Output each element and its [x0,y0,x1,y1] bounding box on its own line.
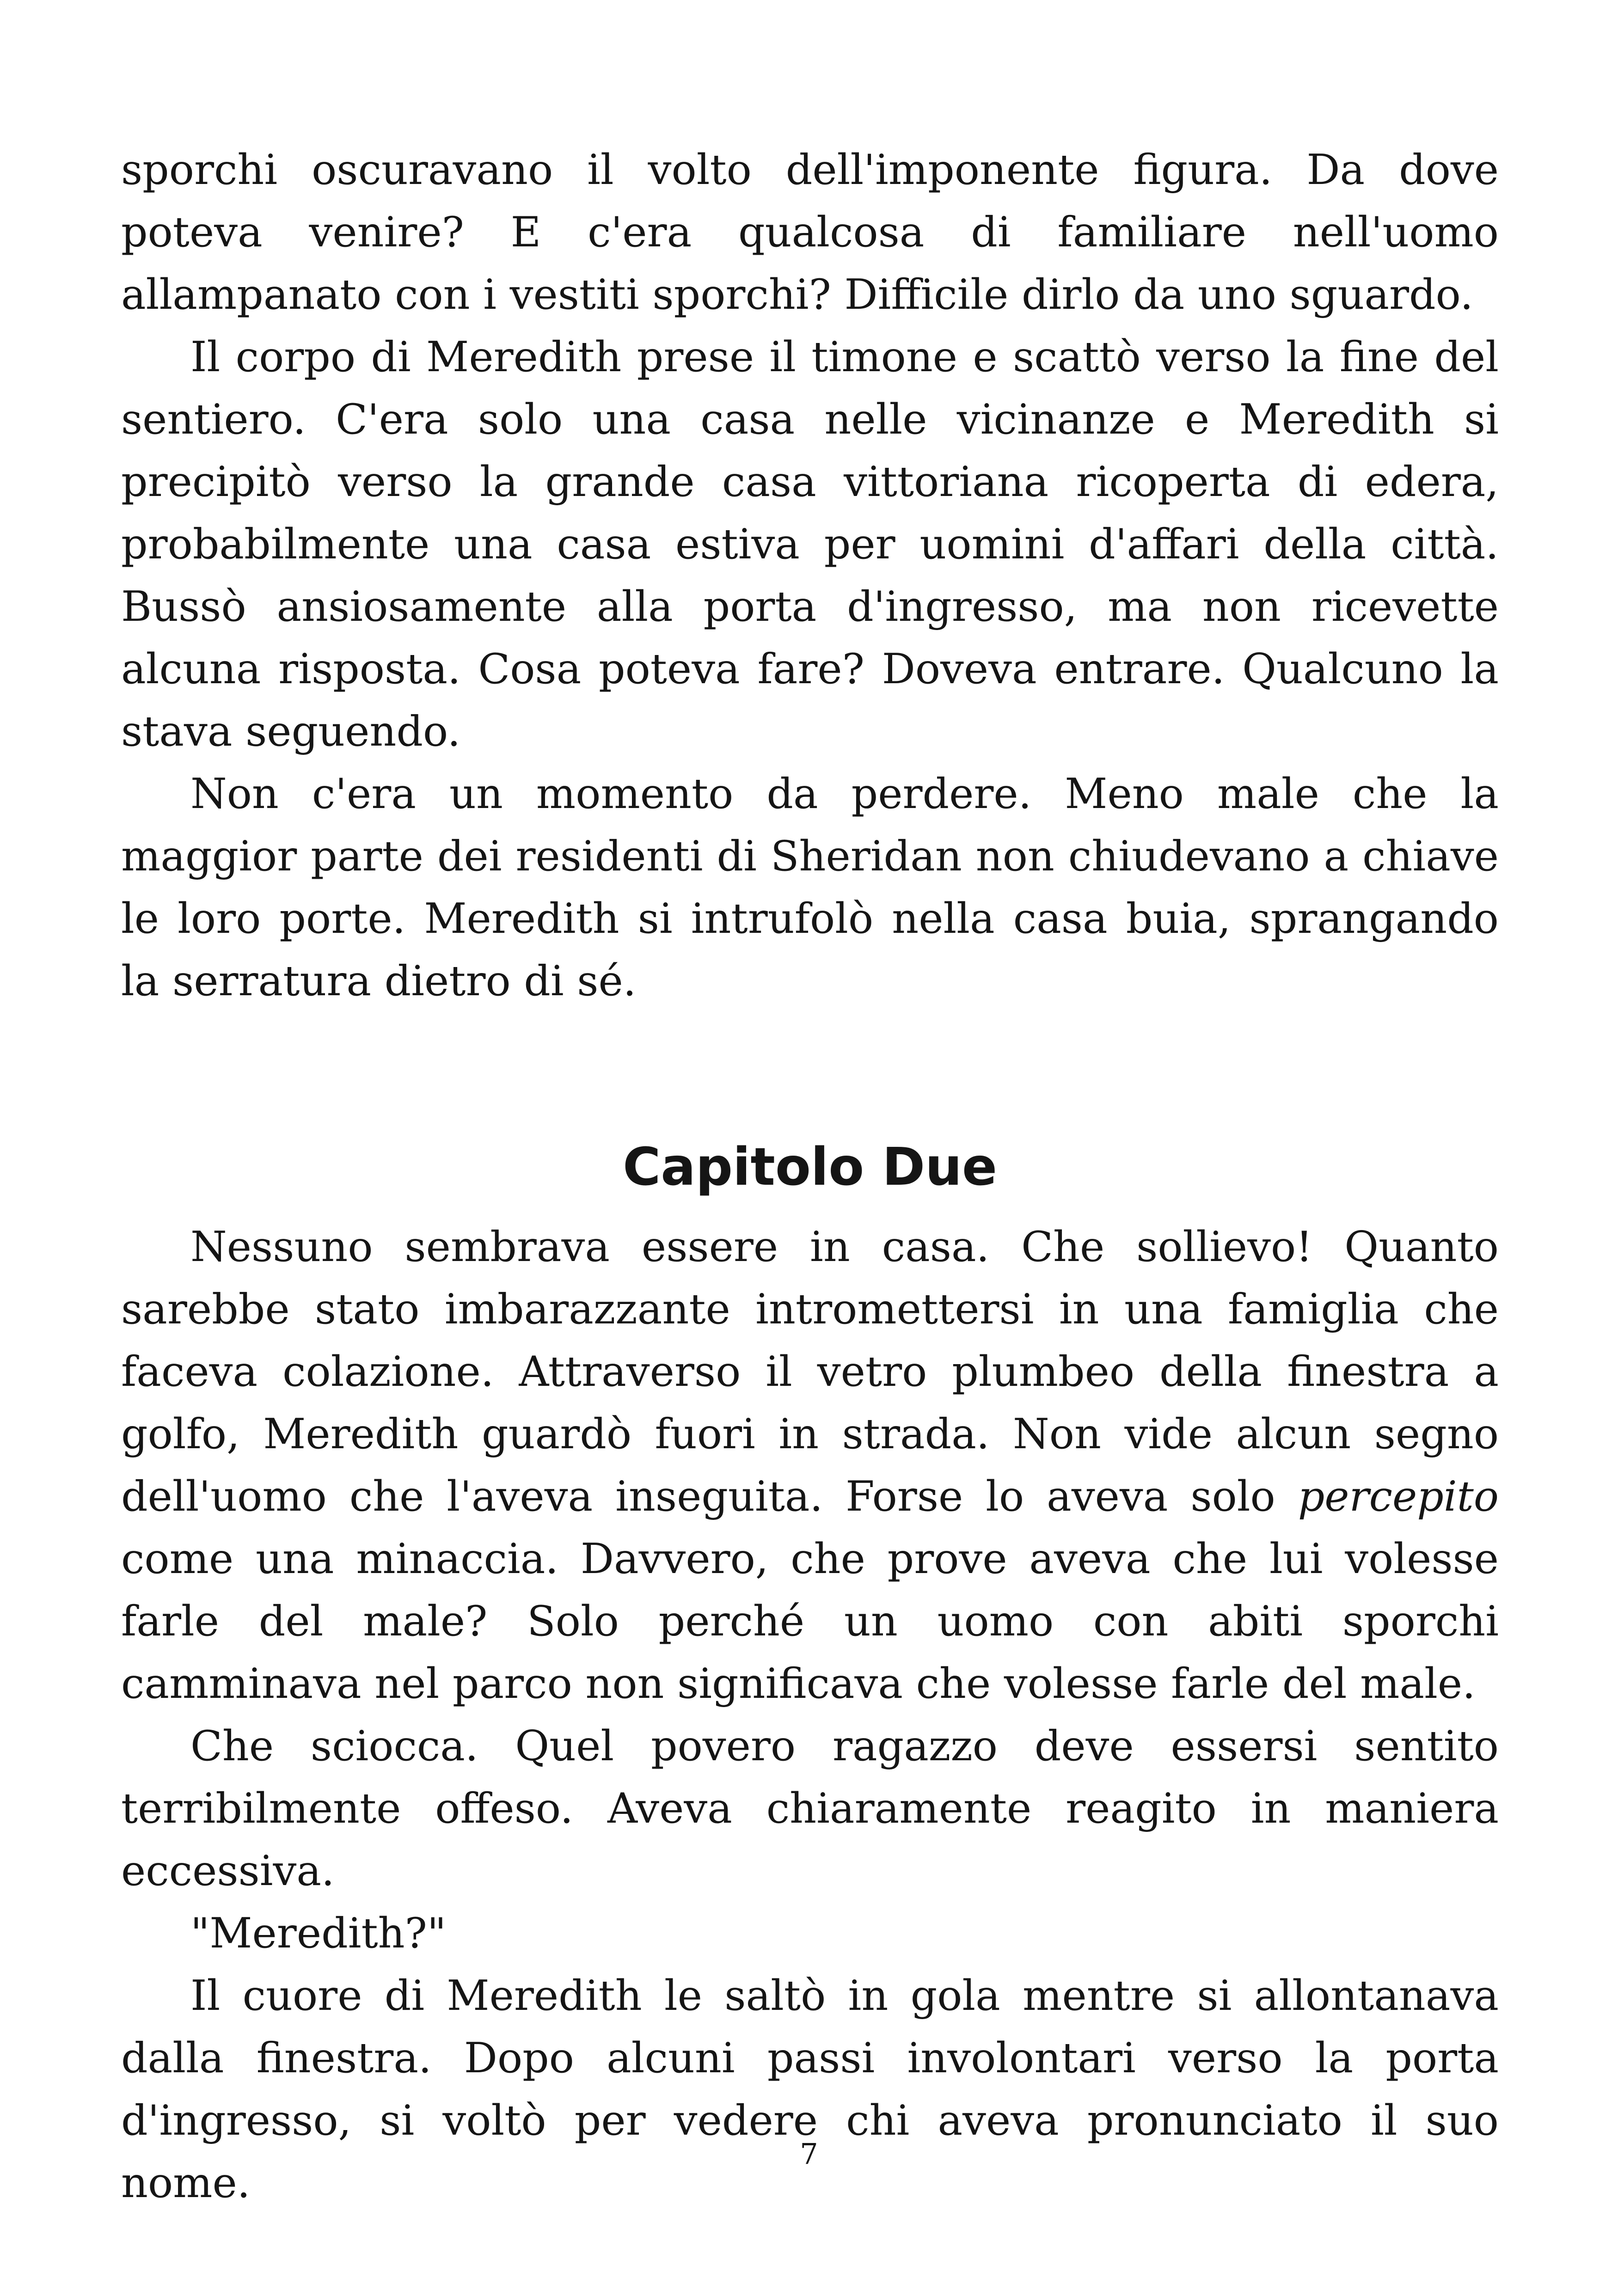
paragraph-meredith-runs: Il corpo di Meredith prese il timone e scattò verso la fine del sentiero. C'era solo una casa nelle vicinanze e Meredith si precipitò verso la grande casa vittoriana ricoperta di edera, probabilmente una casa estiva per uomini d'affari della città. Bussò ansiosamente alla porta d'ingresso, ma non ricevette alcuna risposta. Cosa poteva fare? Doveva entrare. Qualcuno la stava seguendo. [121,333,1499,756]
paragraph-text-start: Nessuno sembrava essere in casa. Che sollievo! Quanto sarebbe stato imbarazzante intromettersi in una famiglia che faceva colazione. Attraverso il vetro plumbeo della finestra a golfo, Meredith guardò fuori in strada. Non vide alcun segno dell'uomo che l'aveva inseguita. Forse lo aveva solo [121,1223,1499,1521]
chapter-title: Capitolo Due [623,1137,997,1197]
italic-word: percepito [1298,1472,1499,1521]
paragraph-enters-house: Non c'era un momento da perdere. Meno male che la maggior parte dei residenti di Sheridan non chiudevano a chiave le loro porte. Meredith si intrufolò nella casa buia, sprangando la serratura dietro di sé. [121,770,1499,1005]
paragraph-nobody-home [121,1216,1499,1715]
paragraph-silly: Che sciocca. Quel povero ragazzo deve essersi sentito terribilmente offeso. Aveva chiaramente reagito in maniera eccessiva. [121,1722,1499,1895]
paragraph-text-end: come una minaccia. Davvero, che prove aveva che lui volesse farle del male? Solo perché un uomo con abiti sporchi camminava nel parco non significava che volesse farle del male. [121,1535,1499,1708]
page-body [121,139,1499,2214]
paragraph-heart-jumps: Il cuore di Meredith le saltò in gola mentre si allontanava dalla finestra. Dopo alcuni passi involontari verso la porta d'ingresso, si voltò per vedere chi aveva pronunciato il suo nome. [121,1971,1499,2207]
page-number: 7 [800,2137,818,2171]
paragraph-dialogue: "Meredith?" [190,1909,447,1958]
paragraph-continued: sporchi oscuravano il volto dell'imponente figura. Da dove poteva venire? E c'era qualcosa di familiare nell'uomo allampanato con i vestiti sporchi? Difficile dirlo da uno sguardo. [121,146,1499,319]
chapter-spacer [121,1012,1499,1133]
